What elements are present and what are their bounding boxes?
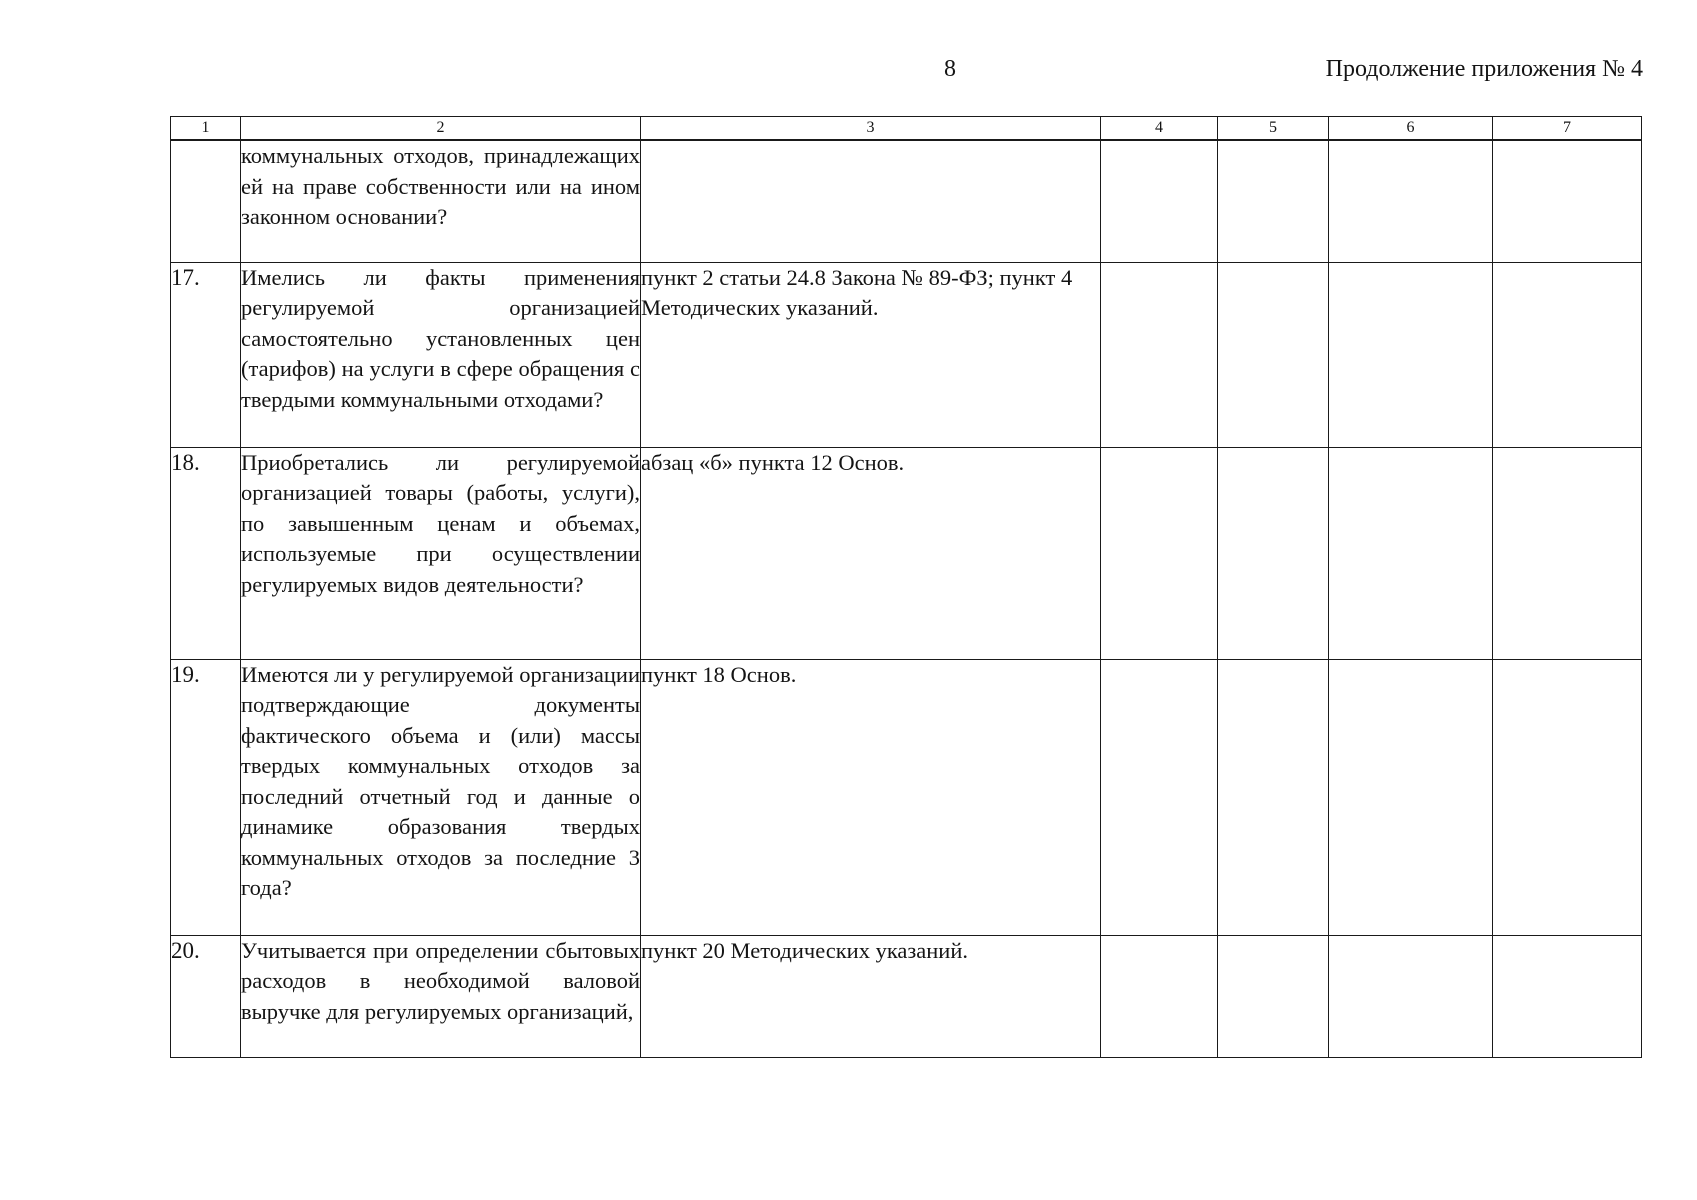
empty-cell — [1329, 447, 1493, 659]
empty-cell — [1101, 659, 1218, 935]
empty-cell — [1329, 935, 1493, 1057]
empty-cell — [1493, 659, 1642, 935]
column-number: 3 — [641, 117, 1101, 141]
row-number — [171, 140, 241, 262]
column-number-row — [171, 117, 1642, 141]
column-number: 2 — [241, 117, 641, 141]
question-text: коммунальных отходов, принадлежащих ей на праве собственности или на ином законном основании? — [241, 140, 641, 262]
page-number: 8 — [944, 56, 956, 82]
row-number: 20. — [171, 935, 241, 1057]
table-row — [171, 935, 1642, 1057]
empty-cell — [1218, 140, 1329, 262]
row-number: 17. — [171, 262, 241, 447]
checklist-table — [170, 116, 1642, 1058]
row-number: 19. — [171, 659, 241, 935]
column-number: 6 — [1329, 117, 1493, 141]
empty-cell — [1329, 262, 1493, 447]
empty-cell — [1218, 262, 1329, 447]
empty-cell — [1493, 140, 1642, 262]
legal-basis: пункт 2 статьи 24.8 Закона № 89-ФЗ; пункт 4 Методических указаний. — [641, 262, 1101, 447]
legal-basis: пункт 18 Основ. — [641, 659, 1101, 935]
empty-cell — [1218, 659, 1329, 935]
empty-cell — [1493, 935, 1642, 1057]
empty-cell — [1218, 935, 1329, 1057]
empty-cell — [1218, 447, 1329, 659]
empty-cell — [1329, 659, 1493, 935]
table-row — [171, 140, 1642, 262]
question-text: Имеются ли у регулируемой организации подтверждающие документы фактического объема и (или) массы твердых коммунальных отходов за последний отчетный год и данные о динамике образования твердых коммунальных отходов за последние 3 года? — [241, 659, 641, 935]
empty-cell — [1493, 262, 1642, 447]
column-number: 5 — [1218, 117, 1329, 141]
table-row — [171, 447, 1642, 659]
column-number: 4 — [1101, 117, 1218, 141]
table-row — [171, 262, 1642, 447]
legal-basis — [641, 140, 1101, 262]
empty-cell — [1101, 935, 1218, 1057]
question-text: Учитывается при определении сбытовых расходов в необходимой валовой выручке для регулируемых организаций, — [241, 935, 641, 1057]
row-number: 18. — [171, 447, 241, 659]
column-number: 7 — [1493, 117, 1642, 141]
running-title: Продолжение приложения № 4 — [1325, 56, 1643, 82]
empty-cell — [1101, 447, 1218, 659]
empty-cell — [1329, 140, 1493, 262]
question-text: Имелись ли факты применения регулируемой организацией самостоятельно установленных цен (тарифов) на услуги в сфере обращения с твердыми коммунальными отходами? — [241, 262, 641, 447]
empty-cell — [1101, 262, 1218, 447]
legal-basis: пункт 20 Методических указаний. — [641, 935, 1101, 1057]
table-row — [171, 659, 1642, 935]
empty-cell — [1493, 447, 1642, 659]
question-text: Приобретались ли регулируемой организацией товары (работы, услуги), по завышенным ценам и объемах, используемые при осуществлении регулируемых видов деятельности? — [241, 447, 641, 659]
legal-basis: абзац «б» пункта 12 Основ. — [641, 447, 1101, 659]
empty-cell — [1101, 140, 1218, 262]
column-number: 1 — [171, 117, 241, 141]
